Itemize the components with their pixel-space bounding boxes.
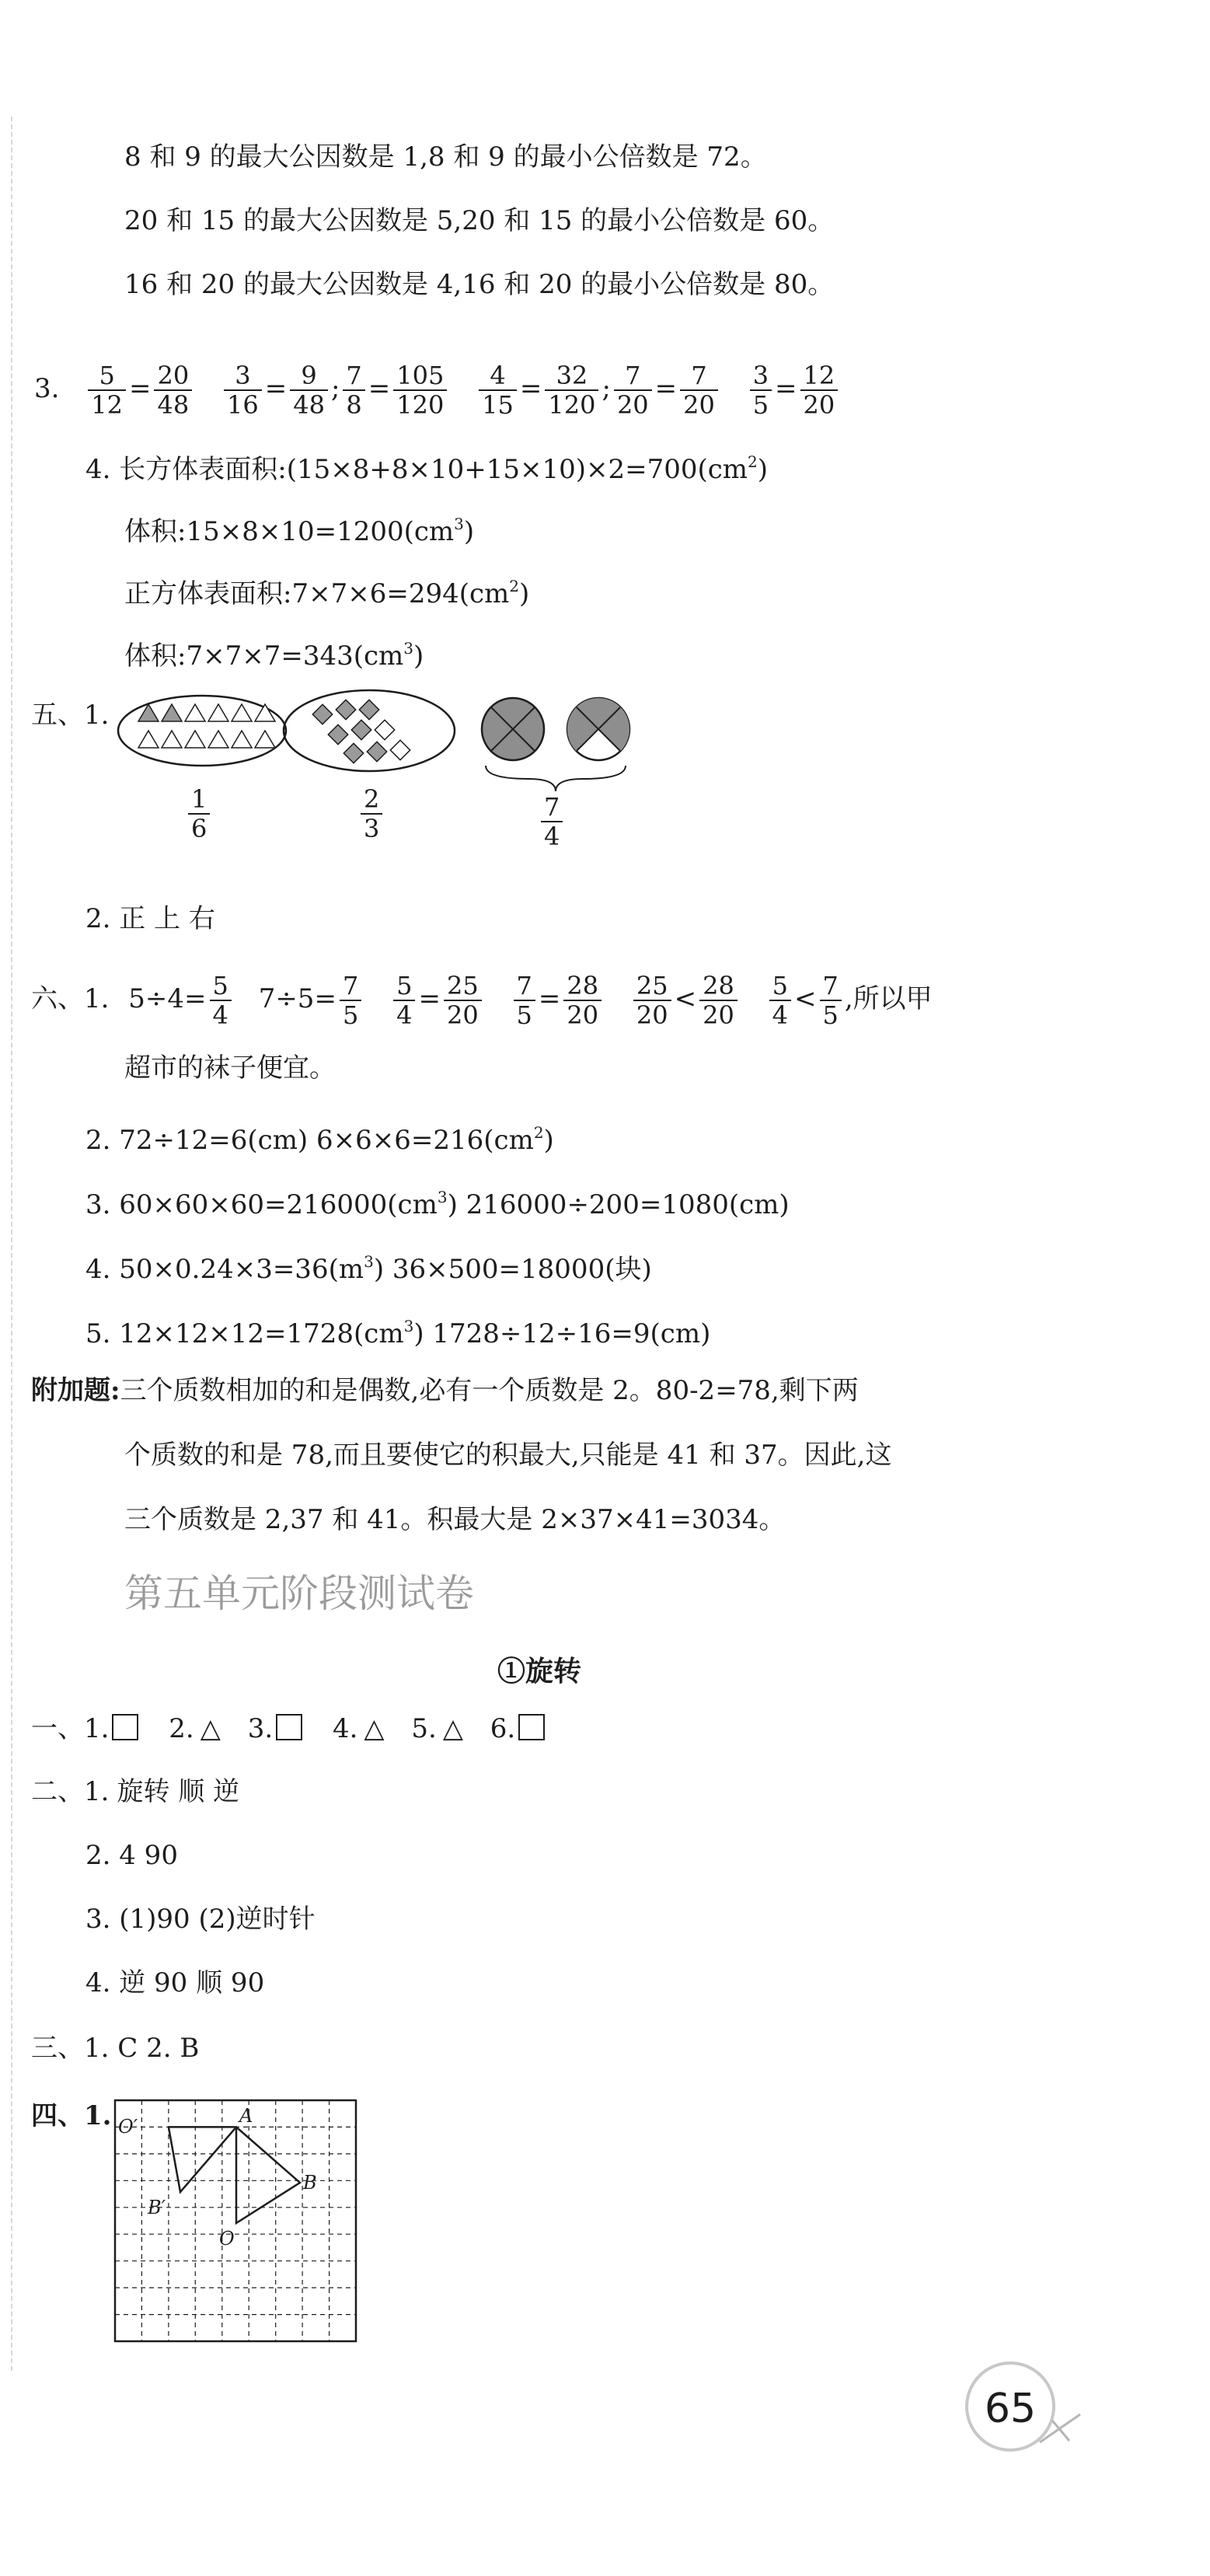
triangle-shape: △ <box>200 1713 221 1744</box>
q3-fraction-line: 3. $\frac{5}{12}$ = $\frac{20}{48}$ $\frac{3}{16}$ = $\frac{9}{48}$ ; $\frac{7}{8}$ = $\frac{105}{120}$ $\frac{4}{15}$ = $\frac{32}{120}$ ; $\frac{7}{20}$ = $\frac{7}{20}$ $\frac{3}{5}$ = $\frac{12}{20}$ <box>34 361 841 419</box>
q4-cube-surface: 正方体表面积$:7\times 7\times 6=294(cm^2)$ <box>124 577 530 609</box>
fraction-denominator: 16 <box>227 390 259 420</box>
fraction-numerator: 5 <box>88 361 126 391</box>
fraction-numerator: 7 <box>680 361 718 391</box>
square-shape <box>112 1714 138 1740</box>
fraction-numerator: 7 <box>343 361 364 391</box>
fraction-denominator: 20 <box>683 390 715 420</box>
triangle-shape: △ <box>442 1713 463 1744</box>
fraction-denominator: 15 <box>482 390 514 420</box>
rotated-shape <box>169 2127 236 2192</box>
binding-margin <box>11 117 12 2371</box>
rot-q2-4-line: 4. 逆 90 顺 90 <box>85 1967 265 1998</box>
triangles <box>138 704 275 748</box>
grid-label-o-prime: O′ <box>118 2116 138 2138</box>
fraction-numerator: 9 <box>290 361 328 391</box>
fraction-denominator: 48 <box>157 390 190 420</box>
square-shape <box>518 1714 545 1740</box>
grid-label-b: B <box>303 2172 317 2194</box>
grid-label-b-prime: B′ <box>148 2197 166 2218</box>
page-number: 65 <box>984 2386 1037 2432</box>
fraction-numerator: 20 <box>154 361 192 391</box>
fraction-numerator: 32 <box>545 361 598 391</box>
fraction-numerator: 3 <box>750 361 772 391</box>
q5-label: 五、1. <box>31 700 110 731</box>
answer-line-gcd-16-20: 16 和 20 的最大公因数是 4,16 和 20 的最小公倍数是 80。 <box>124 269 835 300</box>
original-shape <box>169 2127 300 2223</box>
rot-q1-line: 一、1. 2. △ 3. 4. △ 5. △ 6. <box>31 1712 548 1746</box>
answer-line-gcd-20-15: 20 和 15 的最大公因数是 5,20 和 15 的最小公倍数是 60。 <box>124 205 835 236</box>
rot-q2-3-line: 3. (1)90 (2)逆时针 <box>85 1904 316 1935</box>
section-title: 第五单元阶段测试卷 <box>124 1571 474 1616</box>
q3-label: 3. <box>34 373 60 404</box>
q6-1-line: 六、1. 5÷4= $\frac{5}{4}$ 7÷5= $\frac{7}{5}$ $\frac{5}{4}$ = $\frac{25}{20}$ $\frac{7}{5}$ = $\frac{28}{20}$ $\frac{25}{20}$ < $\frac{28}{20}$ $\frac{5}{4}$ < $\frac{7}{5}$ ,所以甲 <box>31 971 933 1030</box>
diamonds-group <box>284 690 455 771</box>
circles-group <box>482 698 629 791</box>
fraction-denominator: 48 <box>293 390 325 420</box>
section-subtitle: ①旋转 <box>497 1655 582 1688</box>
diamonds <box>312 700 410 763</box>
q5-fraction-seven-fourths: $\frac{7}{4}$ <box>538 793 566 850</box>
q5-2-answer: 2. 正 上 右 <box>85 903 215 934</box>
fraction-denominator: 120 <box>548 390 596 420</box>
fraction-numerator: 7 <box>614 361 652 391</box>
rot-q3-line: 三、1. C 2. B <box>31 2033 200 2064</box>
fraction-numerator: 105 <box>393 361 447 391</box>
bonus-label: 附加题: <box>31 1375 120 1406</box>
triangle-shape: △ <box>364 1713 385 1744</box>
fraction-numerator: 12 <box>800 361 839 391</box>
q4-cube-volume: 体积$:7\times 7\times 7=343(cm^3)$ <box>124 639 424 672</box>
q6-5-line: 5. $12\times 12\times 12=1728(cm^3)$ 1728÷12÷16=9(cm) <box>85 1317 711 1349</box>
bonus-line-3: 三个质数是 2,37 和 41。积最大是 2×37×41=3034。 <box>124 1504 786 1535</box>
brace <box>486 766 626 791</box>
rotation-grid-figure <box>113 2099 362 2347</box>
fraction-denominator: 20 <box>616 390 649 420</box>
triangles-ellipse <box>118 696 286 766</box>
fraction-denominator: 12 <box>91 390 123 420</box>
fraction-numerator: 4 <box>479 361 517 391</box>
grid-label-a: A <box>239 2105 253 2127</box>
square-shape <box>276 1714 302 1740</box>
q6-4-line: 4. $50\times 0.24\times 3=36(m^3)$ 36×500=18000(块) <box>85 1252 652 1285</box>
page-number-badge <box>956 2355 1111 2456</box>
rot-q4-label: 四、1. <box>31 2100 112 2131</box>
bonus-line-2: 个质数的和是 78,而且要使它的积最大,只能是 41 和 37。因此,这 <box>124 1440 892 1471</box>
q4-cuboid-surface: 4. 长方体表面积$:(15\times 8+8\times 10+15\times 10)\times 2=700(cm^2)$ <box>85 452 769 485</box>
q5-fraction-one-sixth: $\frac{1}{6}$ <box>185 785 213 843</box>
q6-3-line: 3. $60\times 60\times 60=216000(cm^3)$ 216000÷200=1080(cm) <box>85 1188 790 1220</box>
fraction-denominator: 5 <box>752 390 769 420</box>
q5-fraction-two-thirds: $\frac{2}{3}$ <box>357 785 385 843</box>
answer-line-gcd-8-9: 8 和 9 的最大公因数是 1,8 和 9 的最小公倍数是 72。 <box>124 141 767 173</box>
q6-2-line: 2. 72÷12=6(cm) $6\times 6\times 6=216(cm^2)$ <box>85 1123 554 1156</box>
fraction-numerator: 3 <box>224 361 262 391</box>
fraction-denominator: 20 <box>803 390 835 420</box>
triangles-group <box>118 696 286 766</box>
rot-q2-2-line: 2. 4 90 <box>85 1840 178 1871</box>
bonus-line-1: 附加题:三个质数相加的和是偶数,必有一个质数是 2。80-2=78,剩下两 <box>31 1375 859 1406</box>
q6-1-continuation: 超市的袜子便宜。 <box>124 1052 336 1084</box>
fraction-denominator: 120 <box>396 390 445 420</box>
grid-label-o: O <box>219 2228 235 2250</box>
fraction-denominator: 8 <box>346 390 362 420</box>
q4-cuboid-volume: 体积$:15\times 8\times 10=1200(cm^3)$ <box>124 515 475 547</box>
rot-q2-1-line: 二、1. 旋转 顺 逆 <box>31 1776 240 1807</box>
